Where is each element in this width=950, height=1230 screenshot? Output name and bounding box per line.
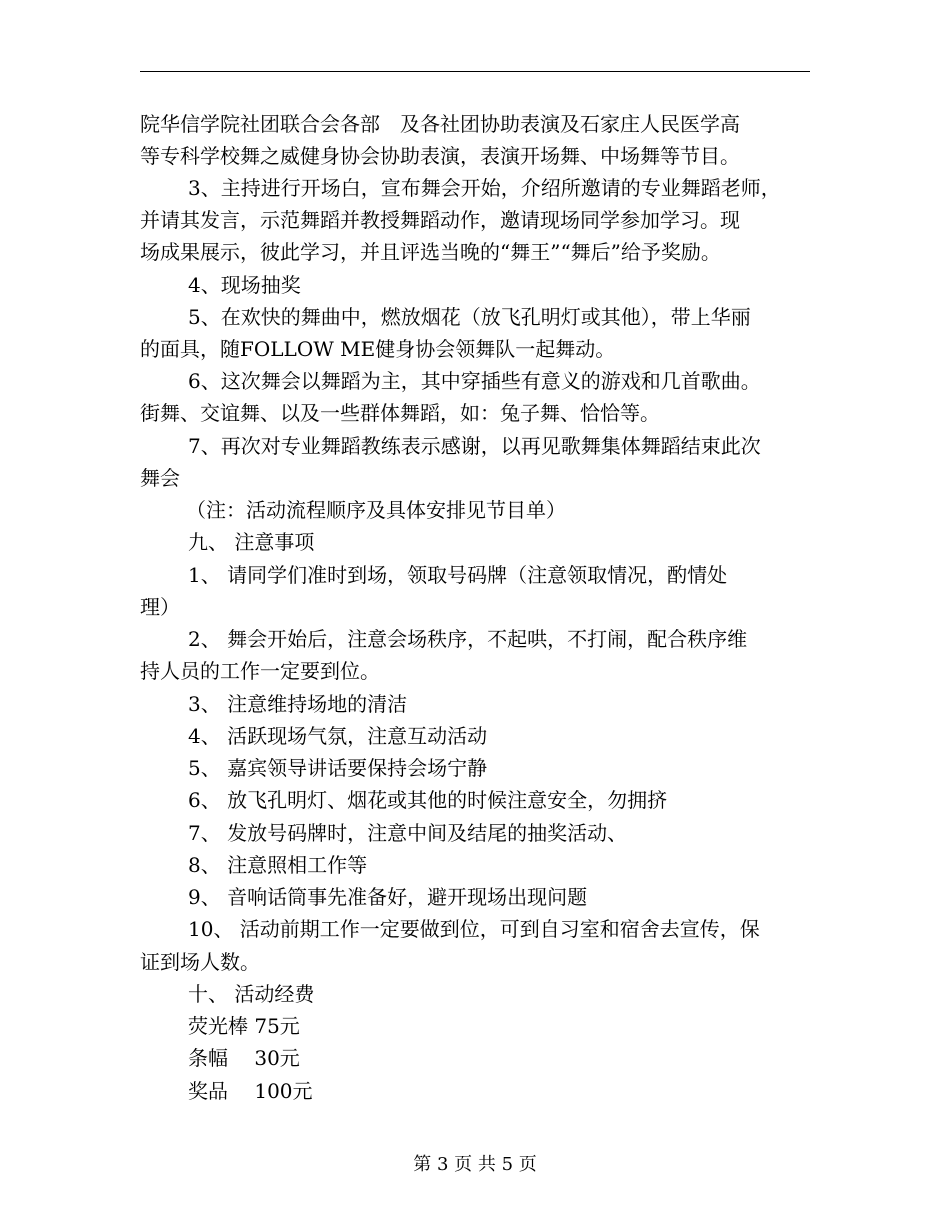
body-line: 7、再次对专业舞蹈教练表示感谢，以再见歌舞集体舞蹈结束此次 (188, 434, 761, 458)
list-item: 5、 嘉宾领导讲话要保持会场宁静 (188, 756, 488, 780)
list-item-continuation: 持人员的工作一定要到位。 (140, 659, 380, 683)
section-heading: 九、 注意事项 (188, 530, 315, 554)
body-line: 舞会 (140, 466, 180, 490)
section-heading: 十、 活动经费 (188, 982, 315, 1006)
list-item: 6、 放飞孔明灯、烟花或其他的时候注意安全，勿拥挤 (188, 788, 668, 812)
list-item-continuation: 证到场人数。 (140, 950, 260, 974)
list-item: 9、 音响话筒事先准备好，避开现场出现问题 (188, 885, 588, 909)
list-item: 2、 舞会开始后，注意会场秩序，不起哄，不打闹，配合秩序维 (188, 627, 748, 651)
page-footer: 第 3 页 共 5 页 (413, 1154, 537, 1175)
body-line: 院华信学院社团联合会各部 及各社团协助表演及石家庄人民医学高 (140, 112, 740, 136)
list-item: 1、 请同学们准时到场，领取号码牌（注意领取情况，酌情处 (188, 563, 728, 587)
body-line: 4、现场抽奖 (188, 273, 301, 297)
list-item: 7、 发放号码牌时，注意中间及结尾的抽奖活动、 (188, 821, 628, 845)
body-line: 等专科学校舞之威健身协会协助表演，表演开场舞、中场舞等节目。 (140, 144, 740, 168)
body-line: 并请其发言，示范舞蹈并教授舞蹈动作，邀请现场同学参加学习。现 (140, 208, 740, 232)
body-line: 3、主持进行开场白，宣布舞会开始，介绍所邀请的专业舞蹈老师， (188, 176, 781, 200)
body-line: 6、这次舞会以舞蹈为主，其中穿插些有意义的游戏和几首歌曲。 (188, 369, 761, 393)
list-item-continuation: 理） (140, 595, 180, 619)
budget-item: 荧光棒 75元 (188, 1014, 300, 1038)
header-rule (140, 71, 810, 72)
list-item: 8、 注意照相工作等 (188, 853, 368, 877)
budget-item: 条幅 30元 (188, 1046, 300, 1070)
note-line: （注：活动流程顺序及具体安排见节目单） (186, 498, 566, 522)
body-line: 街舞、交谊舞、以及一些群体舞蹈，如：兔子舞、恰恰等。 (140, 401, 660, 425)
body-line: 场成果展示，彼此学习，并且评选当晚的“舞王”“舞后”给予奖励。 (140, 240, 721, 264)
list-item: 3、 注意维持场地的清洁 (188, 692, 408, 716)
list-item: 4、 活跃现场气氛，注意互动活动 (188, 724, 488, 748)
list-item: 10、 活动前期工作一定要做到位，可到自习室和宿舍去宣传，保 (188, 917, 760, 941)
body-line: 的面具，随FOLLOW ME健身协会领舞队一起舞动。 (140, 337, 616, 361)
budget-item: 奖品 100元 (188, 1079, 313, 1103)
body-line: 5、在欢快的舞曲中，燃放烟花（放飞孔明灯或其他），带上华丽 (188, 305, 751, 329)
